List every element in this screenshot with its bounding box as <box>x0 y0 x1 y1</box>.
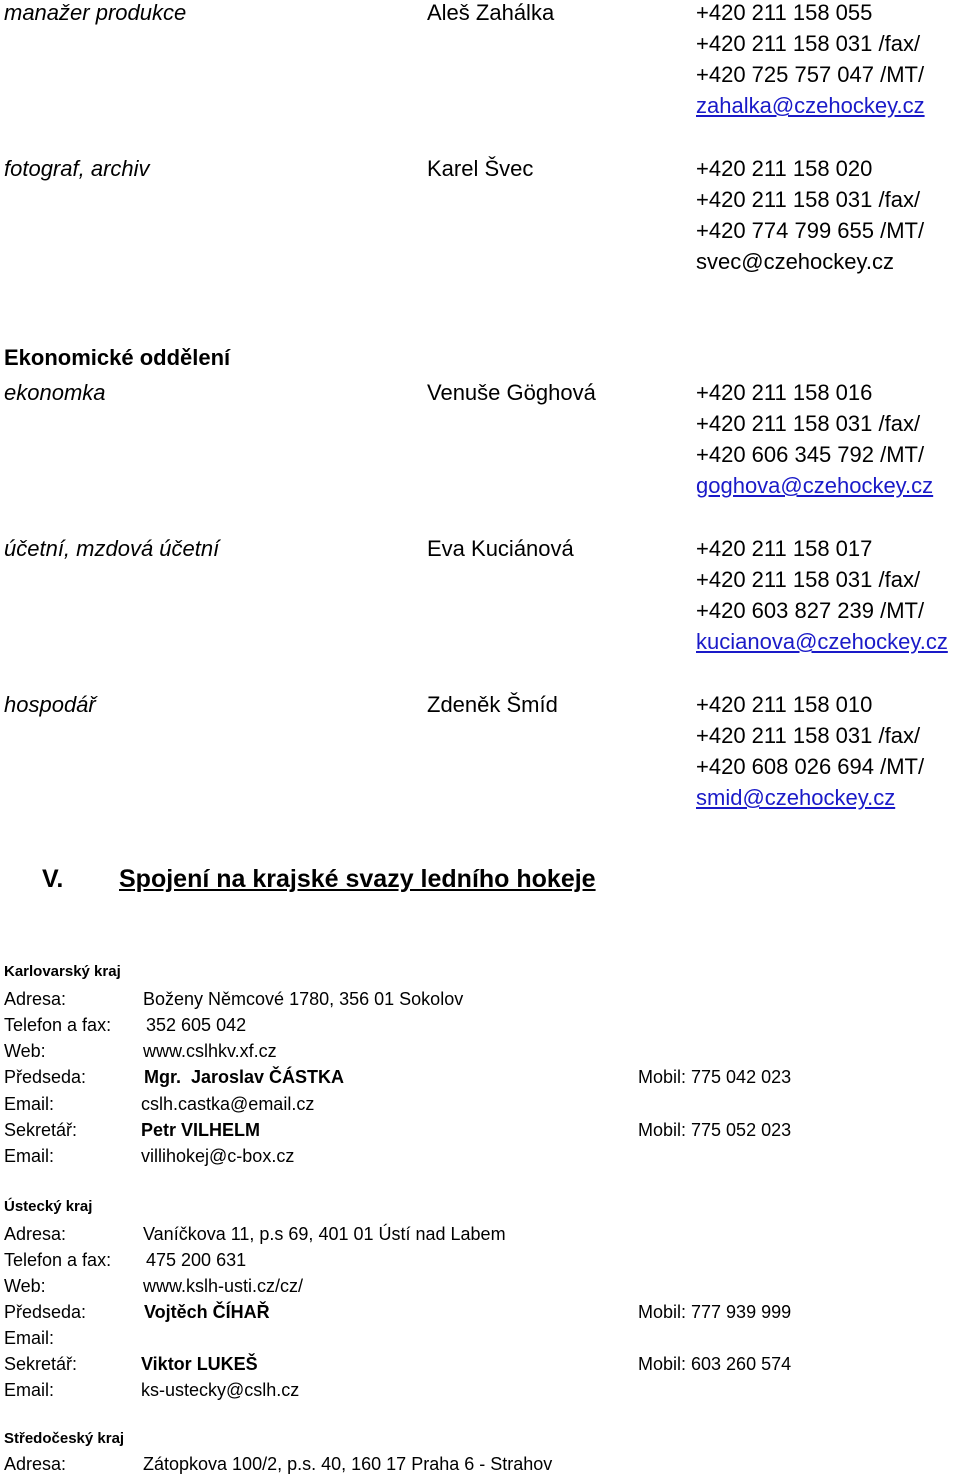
section-number: V. <box>42 865 64 893</box>
region-web: www.cslhkv.xf.cz <box>143 1041 277 1061</box>
label-email: Email: <box>4 1328 55 1348</box>
secretary-email: ks-ustecky@cslh.cz <box>141 1380 300 1400</box>
chair-name: Jaroslav ČÁSTKA <box>191 1067 345 1087</box>
staff-role: manažer produkce <box>4 0 187 25</box>
secretary-mobile: Mobil: 775 052 023 <box>638 1120 792 1140</box>
staff-name: Aleš Zahálka <box>427 0 555 25</box>
staff-fax: +420 211 158 031 /fax/ <box>696 723 921 748</box>
chair-name: Vojtěch ČÍHAŘ <box>144 1302 270 1322</box>
staff-name: Venuše Göghová <box>427 380 596 405</box>
label-web: Web: <box>4 1276 46 1296</box>
secretary-email: villihokej@c-box.cz <box>141 1146 295 1166</box>
staff-name: Zdeněk Šmíd <box>427 692 558 717</box>
label-web: Web: <box>4 1041 46 1061</box>
chair-mobile: Mobil: 777 939 999 <box>638 1302 792 1322</box>
label-secretary: Sekretář: <box>4 1354 78 1374</box>
staff-name: Karel Švec <box>427 156 534 181</box>
staff-email-link[interactable]: smid@czehockey.cz <box>696 785 896 810</box>
chair-mobile: Mobil: 775 042 023 <box>638 1067 792 1087</box>
region-address: Boženy Němcové 1780, 356 01 Sokolov <box>143 989 464 1009</box>
region-address: Vaníčkova 11, p.s 69, 401 01 Ústí nad Labem <box>143 1224 506 1244</box>
staff-phone: +420 211 158 055 <box>696 0 873 25</box>
staff-mobile: +420 606 345 792 /MT/ <box>696 442 925 467</box>
region-name: Ústecký kraj <box>4 1198 93 1215</box>
section-heading-economic: Ekonomické oddělení <box>4 345 231 370</box>
label-phone: Telefon a fax: <box>4 1250 112 1270</box>
secretary-name: Petr VILHELM <box>141 1120 261 1140</box>
region-phone: 475 200 631 <box>146 1250 247 1270</box>
staff-phone: +420 211 158 020 <box>696 156 873 181</box>
staff-mobile: +420 774 799 655 /MT/ <box>696 218 925 243</box>
region-name: Karlovarský kraj <box>4 963 121 980</box>
staff-fax: +420 211 158 031 /fax/ <box>696 567 921 592</box>
staff-email-link[interactable]: goghova@czehockey.cz <box>696 473 934 498</box>
label-address: Adresa: <box>4 1454 67 1474</box>
chair-email: cslh.castka@email.cz <box>141 1094 315 1114</box>
label-email: Email: <box>4 1094 55 1114</box>
staff-phone: +420 211 158 010 <box>696 692 873 717</box>
staff-phone: +420 211 158 016 <box>696 380 873 405</box>
staff-role: fotograf, archiv <box>4 156 150 181</box>
label-chair: Předseda: <box>4 1302 87 1322</box>
staff-email-link[interactable]: kucianova@czehockey.cz <box>696 629 948 654</box>
staff-fax: +420 211 158 031 /fax/ <box>696 187 921 212</box>
secretary-mobile: Mobil: 603 260 574 <box>638 1354 792 1374</box>
staff-mobile: +420 608 026 694 /MT/ <box>696 754 925 779</box>
secretary-name: Viktor LUKEŠ <box>141 1354 258 1374</box>
staff-role: ekonomka <box>4 380 106 405</box>
label-phone: Telefon a fax: <box>4 1015 112 1035</box>
staff-role: účetní, mzdová účetní <box>4 536 220 561</box>
label-email: Email: <box>4 1146 55 1166</box>
region-phone: 352 605 042 <box>146 1015 247 1035</box>
staff-email-link[interactable]: zahalka@czehockey.cz <box>696 93 925 118</box>
staff-fax: +420 211 158 031 /fax/ <box>696 31 921 56</box>
staff-mobile: +420 603 827 239 /MT/ <box>696 598 925 623</box>
staff-phone: +420 211 158 017 <box>696 536 873 561</box>
staff-mobile: +420 725 757 047 /MT/ <box>696 62 925 87</box>
label-email: Email: <box>4 1380 55 1400</box>
label-address: Adresa: <box>4 989 67 1009</box>
staff-fax: +420 211 158 031 /fax/ <box>696 411 921 436</box>
region-name: Středočeský kraj <box>4 1430 125 1447</box>
label-secretary: Sekretář: <box>4 1120 78 1140</box>
staff-email: svec@czehockey.cz <box>696 249 894 274</box>
staff-role: hospodář <box>4 692 96 717</box>
region-address: Zátopkova 100/2, p.s. 40, 160 17 Praha 6 - Strahov <box>143 1454 553 1474</box>
section-title: Spojení na krajské svazy ledního hokeje <box>119 865 596 893</box>
region-web: www.kslh-usti.cz/cz/ <box>143 1276 304 1296</box>
label-chair: Předseda: <box>4 1067 87 1087</box>
label-address: Adresa: <box>4 1224 67 1244</box>
staff-name: Eva Kuciánová <box>427 536 574 561</box>
chair-title: Mgr. <box>144 1067 182 1087</box>
